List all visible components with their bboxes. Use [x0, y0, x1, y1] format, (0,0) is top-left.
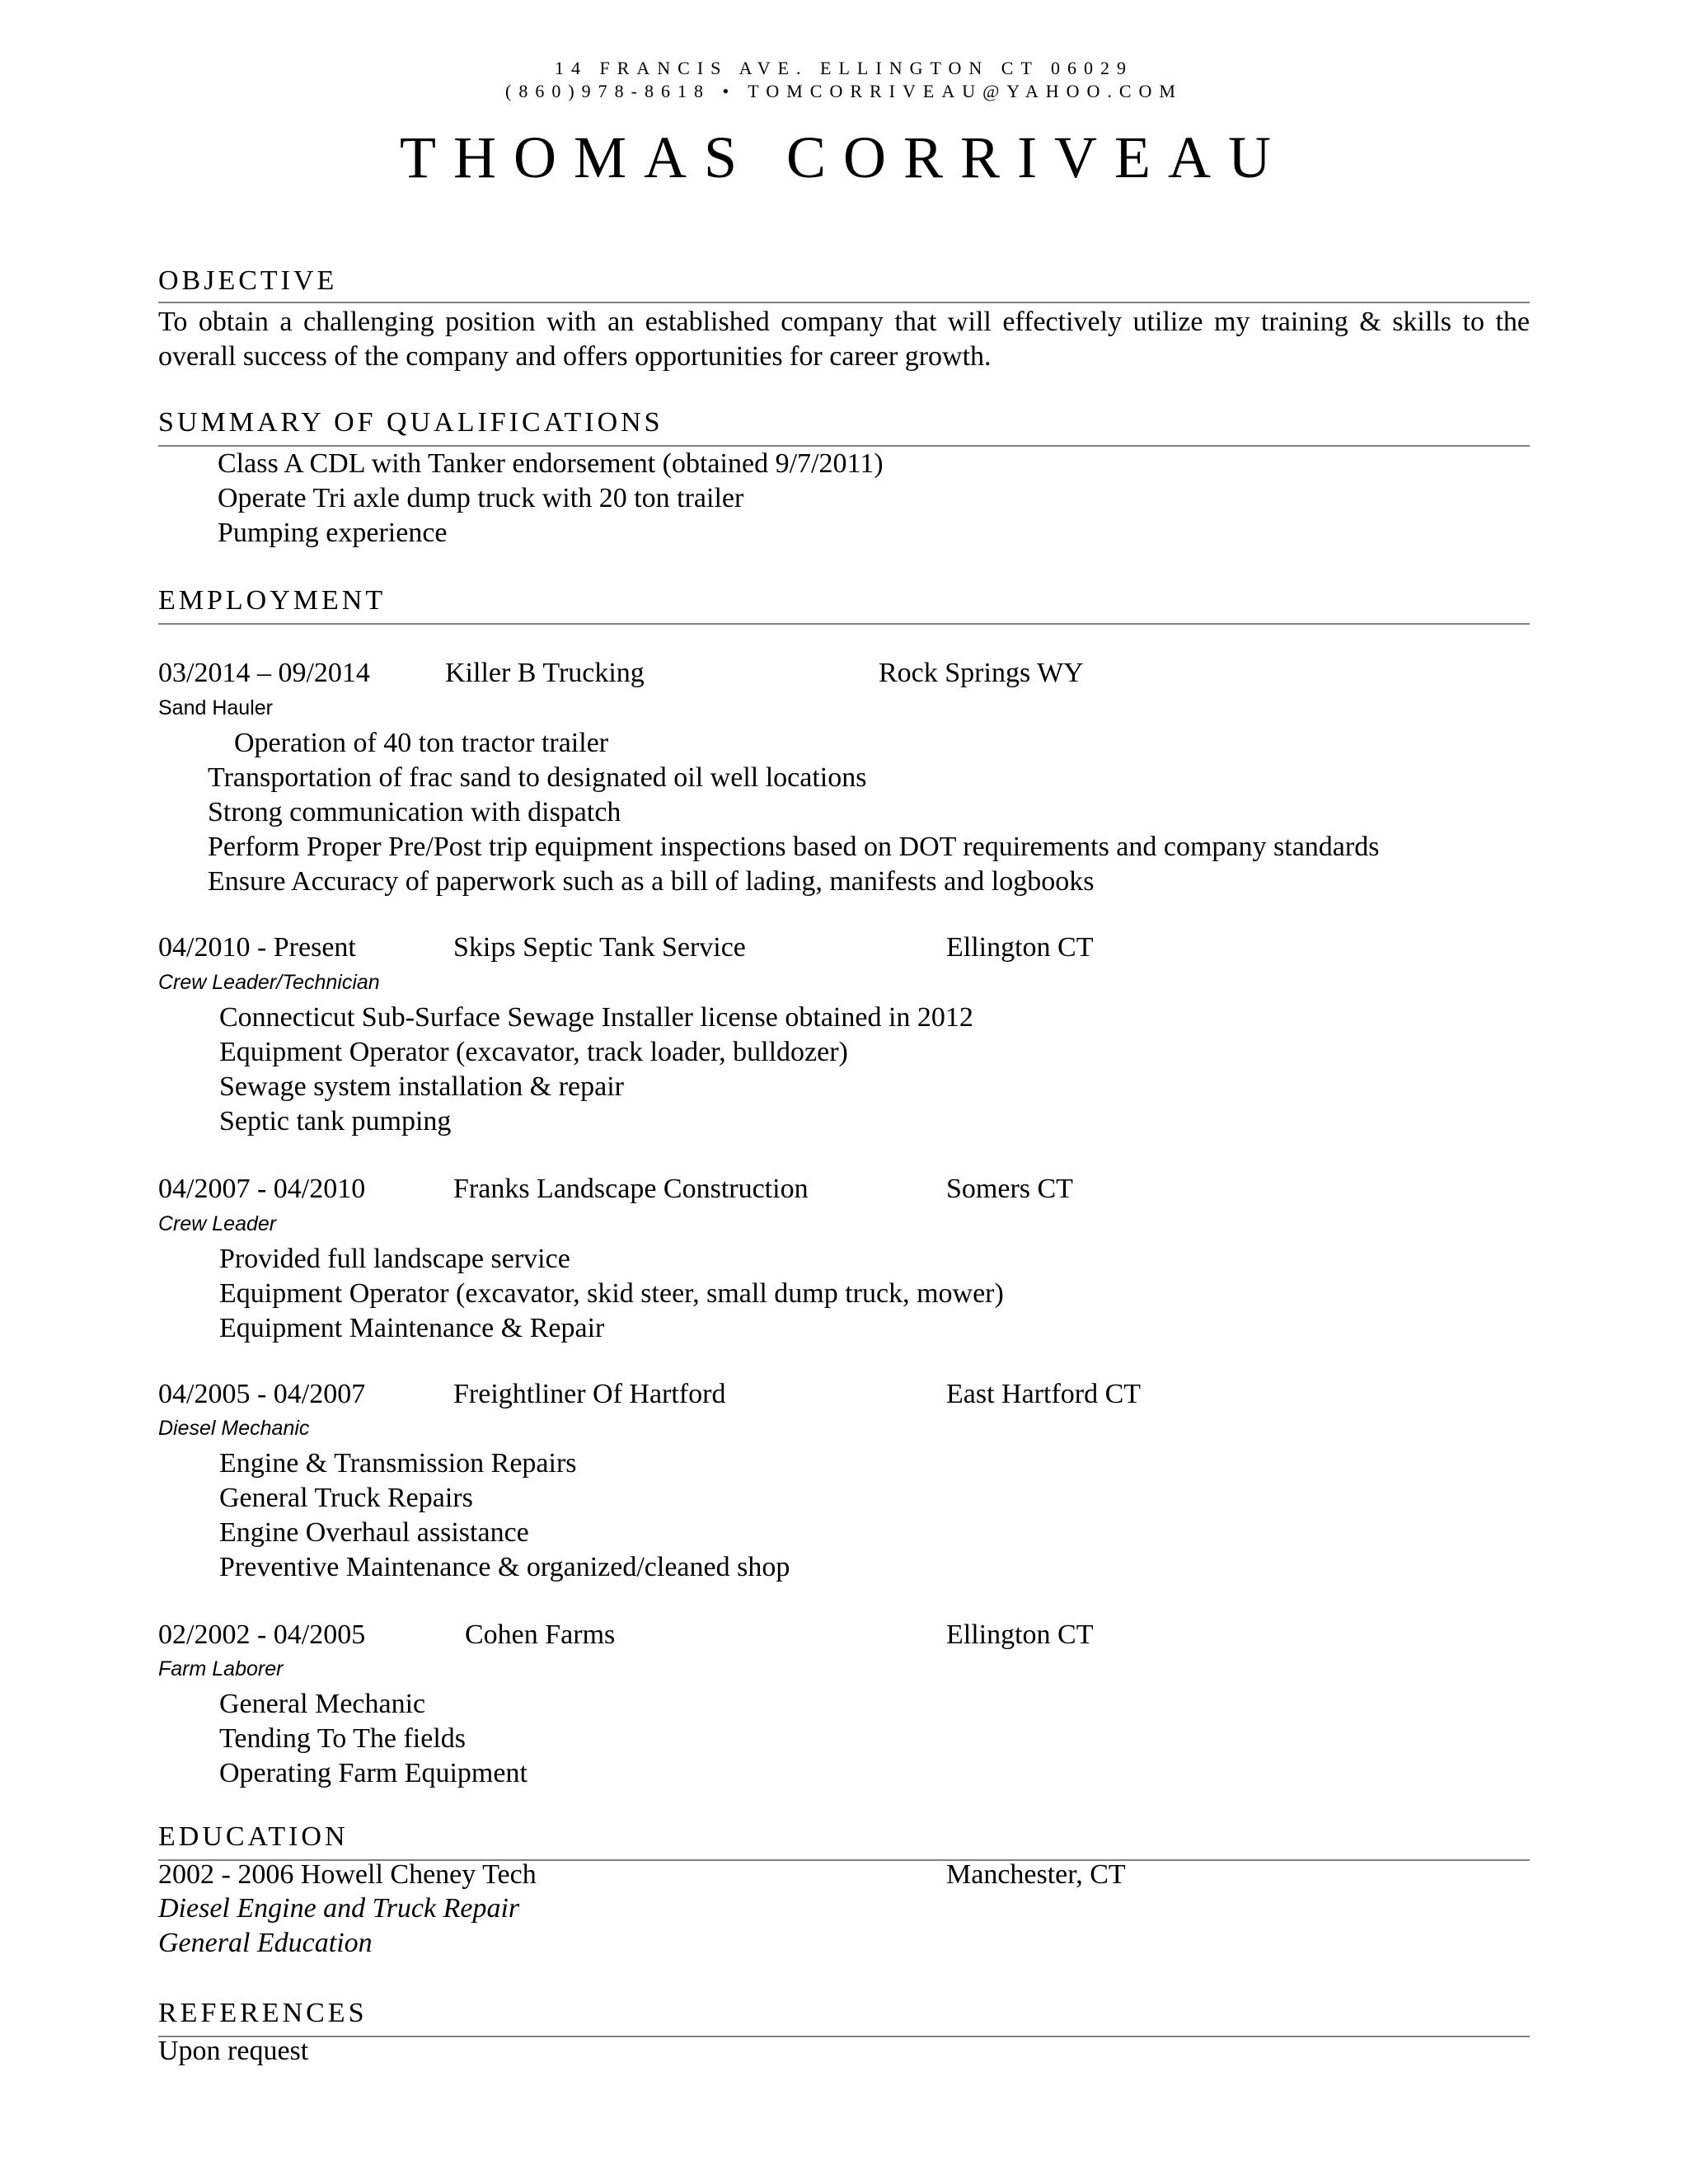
job-dates: 04/2005 - 04/2007	[158, 1379, 366, 1409]
education-program: Diesel Engine and Truck Repair	[158, 1893, 520, 1924]
job-title: Crew Leader/Technician	[158, 971, 380, 994]
references-text: Upon request	[158, 2036, 309, 2066]
job-duty: Connecticut Sub-Surface Sewage Installer license obtained in 2012	[219, 1002, 973, 1033]
job-company: Freightliner Of Hartford	[453, 1379, 726, 1409]
employment-divider	[158, 623, 1530, 625]
education-program: General Education	[158, 1928, 373, 1958]
job-title: Sand Hauler	[158, 696, 273, 719]
qualification-item: Pumping experience	[218, 518, 448, 548]
job-duties	[219, 1242, 1004, 1346]
employment-heading: EMPLOYMENT	[158, 585, 387, 616]
job-duty: Engine Overhaul assistance	[219, 1517, 529, 1548]
education-heading: EDUCATION	[158, 1821, 349, 1852]
job-duty: Perform Proper Pre/Post trip equipment inspections based on DOT requirements and company standards	[208, 832, 1380, 862]
references-heading: REFERENCES	[158, 1998, 368, 2028]
education-location: Manchester, CT	[946, 1859, 1126, 1890]
job-duty: Equipment Maintenance & Repair	[219, 1313, 605, 1343]
job-company: Cohen Farms	[465, 1619, 616, 1650]
job-location: East Hartford CT	[946, 1379, 1142, 1409]
education-entry: 2002 - 2006 Howell Cheney Tech	[158, 1859, 537, 1890]
job-duty: Engine & Transmission Repairs	[219, 1448, 577, 1479]
job-duty: Septic tank pumping	[219, 1106, 452, 1137]
job-duty: Ensure Accuracy of paperwork such as a bill of lading, manifests and logbooks	[208, 866, 1095, 897]
job-duty: Operating Farm Equipment	[219, 1758, 528, 1788]
objective-text: To obtain a challenging position with an established company that will effectively utilize my training & skills to the overall success of the company and offers opportunities for career growth.	[158, 307, 1530, 372]
job-dates: 04/2007 - 04/2010	[158, 1174, 366, 1204]
job-duty: Provided full landscape service	[219, 1244, 570, 1274]
job-duties	[219, 1687, 528, 1791]
qualifications-heading: SUMMARY OF QUALIFICATIONS	[158, 407, 663, 438]
job-duty: Operation of 40 ton tractor trailer	[234, 728, 609, 758]
job-dates: 04/2010 - Present	[158, 932, 356, 963]
job-duty: Sewage system installation & repair	[219, 1071, 624, 1102]
qualifications-list	[218, 447, 884, 551]
job-title: Crew Leader	[158, 1212, 277, 1235]
job-title: Farm Laborer	[158, 1657, 284, 1680]
qualification-item: Class A CDL with Tanker endorsement (obtained 9/7/2011)	[218, 448, 884, 479]
objective-divider	[158, 302, 1530, 303]
header-address: 14 FRANCIS AVE. ELLINGTON CT 06029	[554, 58, 1134, 78]
job-company: Killer B Trucking	[445, 658, 645, 688]
header-contact: (860)978-8618 • TOMCORRIVEAU@YAHOO.COM	[505, 81, 1183, 101]
job-duty: Equipment Operator (excavator, skid steer, small dump truck, mower)	[219, 1278, 1004, 1309]
objective-heading: OBJECTIVE	[158, 265, 338, 296]
job-duty: Transportation of frac sand to designated oil well locations	[208, 762, 867, 793]
job-location: Ellington CT	[946, 932, 1094, 963]
job-duties	[219, 1446, 790, 1585]
job-location: Rock Springs WY	[879, 658, 1084, 688]
qualification-item: Operate Tri axle dump truck with 20 ton trailer	[218, 483, 744, 513]
job-duty: Equipment Operator (excavator, track loader, bulldozer)	[219, 1037, 848, 1067]
job-location: Somers CT	[946, 1174, 1073, 1204]
job-duty: General Truck Repairs	[219, 1483, 473, 1513]
job-title: Diesel Mechanic	[158, 1417, 310, 1440]
references-divider	[158, 2036, 1530, 2037]
job-duty: Preventive Maintenance & organized/cleaned shop	[219, 1552, 790, 1582]
job-duties	[208, 726, 1379, 899]
resume-name: THOMAS CORRIVEAU	[399, 124, 1289, 190]
job-dates: 02/2002 - 04/2005	[158, 1619, 366, 1650]
job-company: Franks Landscape Construction	[453, 1174, 809, 1204]
job-duty: Strong communication with dispatch	[208, 797, 621, 827]
job-dates: 03/2014 – 09/2014	[158, 658, 370, 688]
job-company: Skips Septic Tank Service	[453, 932, 746, 963]
job-duty: General Mechanic	[219, 1689, 426, 1719]
job-duty: Tending To The fields	[219, 1723, 466, 1754]
job-duties	[219, 1001, 973, 1139]
job-location: Ellington CT	[946, 1619, 1094, 1650]
